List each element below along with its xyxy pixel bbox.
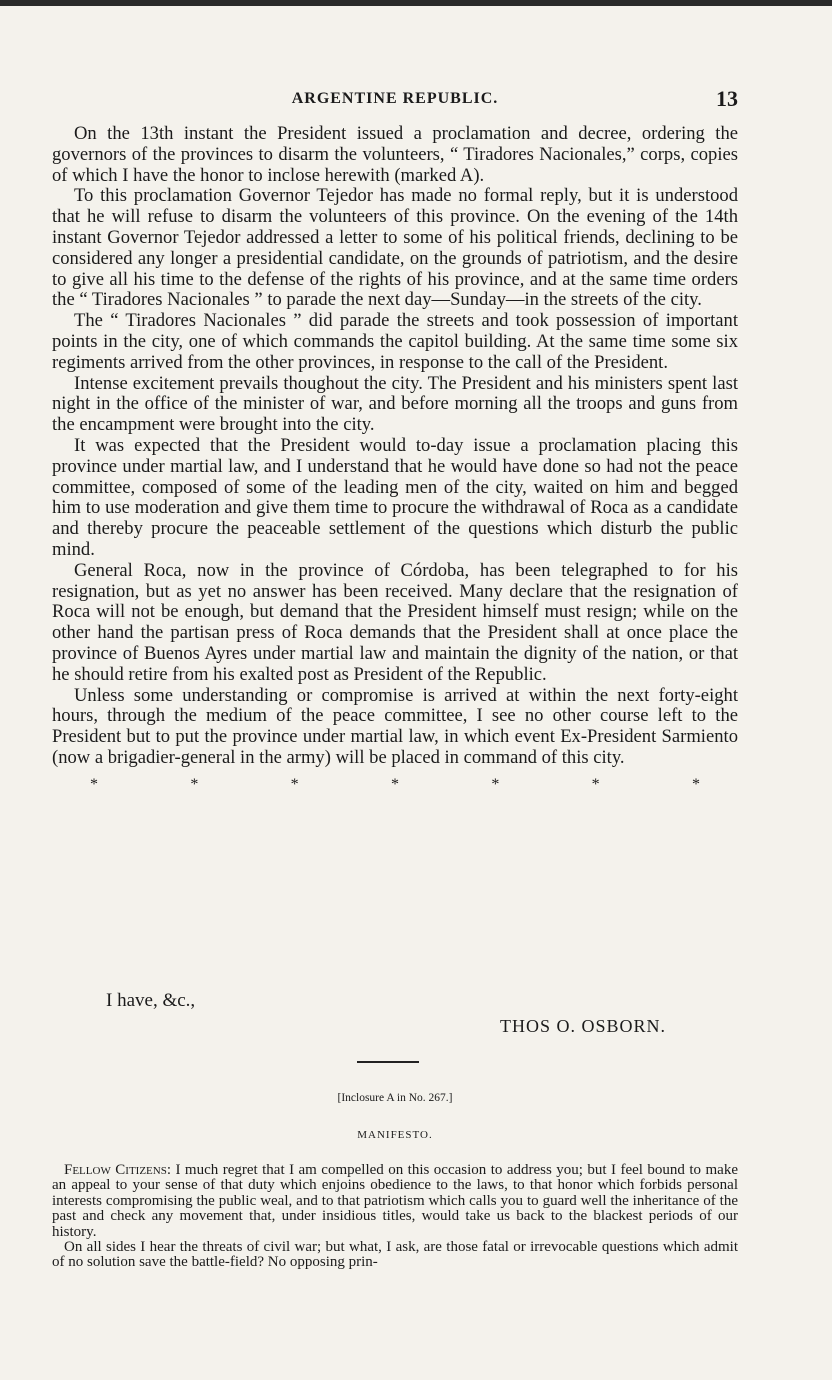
- salutation: Fellow Citizens: [64, 1162, 167, 1178]
- star: *: [290, 775, 299, 793]
- page-number: 13: [716, 86, 738, 111]
- page-header: [52, 86, 738, 116]
- paragraph-4: Intense excitement prevails thoughout the city. The President and his ministers spent last night in the office of the minister of war, and before morning all the troops and guns from the encampment were brought into the city.: [52, 372, 738, 436]
- paragraph-1: On the 13th instant the President issued a proclamation and decree, ordering the governors of the provinces to disarm the volunteers, “ Tiradores Nacionales,” corps, copies of which I have the honor to inclose herewith (marked A).: [52, 123, 738, 186]
- star: *: [390, 775, 399, 793]
- star: *: [90, 775, 98, 793]
- closing-phrase: I have, &c.,: [106, 990, 196, 1011]
- star: *: [190, 775, 199, 793]
- manifesto-title: MANIFESTO.: [357, 1129, 433, 1141]
- paragraph-3: The “ Tiradores Nacionales ” did parade the streets and took possession of important points in the city, one of which commands the capitol building. At the same time some six regiments arrived from the other provinces, in response to the call of the President.: [52, 310, 738, 373]
- section-divider: [357, 1061, 419, 1063]
- paragraph-5: It was expected that the President would to-day issue a proclamation placing this province under martial law, and I understand that he would have done so had not the peace committee, composed of some of the leading men of the city, waited on him and begged him to use moderation and give them time to procure the withdrawal of Roca as a candidate and thereby procure the peaceable settlement of the questions which disturb the public mind.: [52, 434, 738, 560]
- letter-body: [52, 124, 738, 796]
- signature: THOS O. OSBORN.: [500, 1016, 667, 1036]
- paragraph-2: To this proclamation Governor Tejedor has made no formal reply, but it is understood that he will refuse to disarm the volunteers of this province. On the evening of the 14th instant Governor Tejedor addressed a letter to some of his political friends, declining to be considered any longer a presidential candidate, on the grounds of patriotism, and the desire to give all his time to the defense of the rights of his province, and at the same time orders the “ Tiradores Nacionales ” to parade the next day—Sunday—in the streets of the city.: [52, 185, 738, 311]
- star: *: [591, 775, 600, 793]
- star: *: [691, 775, 700, 793]
- paragraph-7: Unless some understanding or compromise is arrived at within the next forty-eight hours, through the medium of the peace committee, I see no other course left to the President but to put the province under martial law, in which event Ex-President Sarmiento (now a brigadier-general in the army) will be placed in command of this city.: [52, 684, 738, 768]
- running-title: ARGENTINE REPUBLIC.: [291, 90, 499, 107]
- ellipsis-stars: [52, 775, 700, 796]
- inclosure-label: [Inclosure A in No. 267.]: [337, 1092, 453, 1104]
- star: *: [491, 775, 500, 793]
- manifesto-paragraph-2: On all sides I hear the threats of civil war; but what, I ask, are those fatal or irrevocable questions which admit of no solution save the battle-field? No opposing prin-: [52, 1239, 738, 1271]
- manifesto-paragraph-1-text: : I much regret that I am compelled on this occasion to address you; but I feel bound to make an appeal to your sense of that duty which enjoins obedience to the laws, to that honor which forbids personal interests compromising the public weal, and to that patriotism which calls you to guard well the inheritance of the past and check any movement that, under insidious titles, would take us back to the blackest periods of our history.: [52, 1162, 738, 1240]
- top-border: [0, 0, 832, 6]
- manifesto-paragraph-1: [52, 1163, 738, 1240]
- paragraph-6: General Roca, now in the province of Córdoba, has been telegraphed to for his resignation, but as yet no answer has been received. Many declare that the resignation of Roca will not be enough, but demand that the President himself must resign; while on the other hand the partisan press of Roca demands that the President shall at once place the province of Buenos Ayres under martial law and maintain the dignity of the nation, or that he should retire from his exalted post as President of the Republic.: [52, 559, 738, 685]
- manifesto-body: [52, 1163, 738, 1271]
